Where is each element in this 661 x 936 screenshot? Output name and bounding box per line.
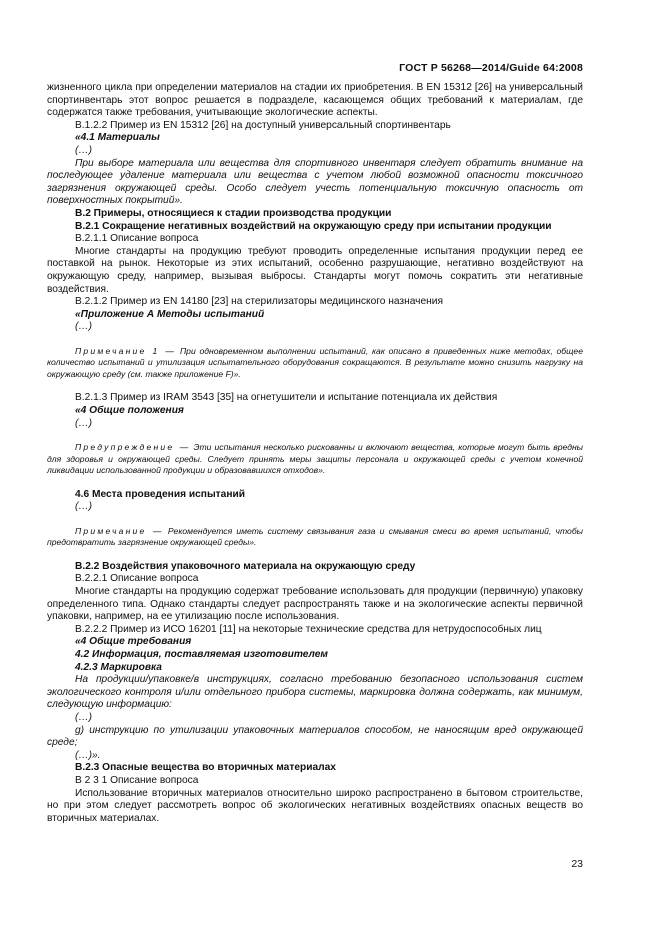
document-header: ГОСТ Р 56268—2014/Guide 64:2008	[399, 62, 583, 74]
ellipsis: (…)	[75, 711, 92, 723]
example-heading: B.2.1.3 Пример из IRAM 3543 [35] на огнетушители и испытание потенциала их действия	[75, 392, 498, 404]
page-number: 23	[571, 858, 583, 870]
example-heading: B.1.2.2 Пример из EN 15312 [26] на доступный универсальный спортинвентарь	[75, 119, 451, 131]
paragraph: Многие стандарты на продукцию содержат требование использовать для продукции (первичную) упаковку определенного типа. Однако стандарты следует распространять также и на экологические аспекты первичной упаковки, например, на ее утилизацию после использования.	[47, 586, 583, 623]
page	[47, 62, 583, 825]
quote-heading: 4.2 Информация, поставляемая изготовителем	[75, 649, 328, 660]
quote-heading: «4 Общие требования	[75, 636, 192, 648]
paragraph: Использование вторичных материалов относительно широко распространено в бытовом строительстве, но при этом следует рассмотреть вопрос об экологических негативных воздействиях опасных веществ во вторичных материалах.	[47, 787, 583, 824]
example-heading: B.2.1.2 Пример из EN 14180 [23] на стерилизаторы медицинского назначения	[75, 296, 443, 308]
section-heading: B.2 Примеры, относящиеся к стадии производства продукции	[75, 207, 392, 219]
clause-heading: 4.6 Места проведения испытаний	[75, 488, 245, 500]
paragraph: Многие стандарты на продукцию требуют проводить определенные испытания продукции перед ее поставкой на рынок. Некоторые из этих испытаний, особенно разрушающие, негативно воздействуют на окружающую среду, например, вызывая выбросы. Стандарты могут помочь сократить эти негативные воздействия.	[47, 245, 583, 295]
warning-text: Эти испытания несколько рискованны и включают вещества, которые могут быть вредны для здоровья и окружающей среды. Следует принять меры защиты персонала и окружающей среды с учетом конечной ликвидации использованной продукции и образовавшихся отходов».	[47, 442, 584, 476]
ellipsis: (…)	[75, 417, 92, 429]
quote-heading: «4.1 Материалы	[75, 132, 160, 144]
quote-heading: «Приложение А Методы испытаний	[75, 308, 265, 320]
ellipsis: (…)	[75, 501, 92, 513]
ellipsis: (…)	[75, 321, 92, 333]
example-heading: B.2.2.2 Пример из ИСО 16201 [11] на некоторые технические средства для нетрудоспособных лиц	[75, 623, 542, 635]
note	[47, 346, 583, 381]
note-text: Рекомендуется иметь систему связывания газа и смывания смеси во время испытаний, чтобы предотвратить загрязнение окружающей среды».	[47, 525, 583, 548]
clause-heading: B 2 3 1 Описание вопроса	[75, 774, 199, 786]
quote-heading: 4.2.3 Маркировка	[75, 661, 162, 673]
subsection-heading: B.2.3 Опасные вещества во вторичных материалах	[75, 762, 336, 774]
note-text: При одновременном выполнении испытаний, как описано в приведенных ниже методах, общее количество испытаний и утилизация испытательного оборудования сокращаются. В результате можно снизить нагрузку на окружающую среду (см. также приложение F)».	[47, 345, 583, 379]
quote-paragraph: При выборе материала или вещества для спортивного инвентаря следует обратить внимание на последующее удаление материала или вещества с учетом любой возможной опасности токсичного загрязнения окружающей среды. Особо следует учесть потенциальную токсичную опасность от поверхностных покрытий».	[47, 157, 583, 207]
quote-paragraph: На продукции/упаковке/в инструкциях, согласно требованию безопасного использования систем экологического контроля и/или отдельного прибора системы, маркировка должна содержать, как минимум, следующую информацию:	[47, 674, 583, 711]
paragraph: жизненного цикла при определении материалов на стадии их приобретения. В EN 15312 [26] на универсальный спортинвентарь этот вопрос решается в подразделе, касающемся общих требований к материалам, где содержатся также требования, учитывающие экологические аспекты.	[47, 82, 583, 119]
note-label: Примечание —	[75, 525, 164, 536]
clause-heading: B.2.1.1 Описание вопроса	[75, 233, 199, 245]
subsection-heading: B.2.2 Воздействия упаковочного материала на окружающую среду	[75, 560, 416, 572]
warning	[47, 442, 583, 477]
clause-heading: B.2.2.1 Описание вопроса	[75, 573, 199, 585]
note	[47, 526, 583, 549]
warning-label: Предупреждение —	[75, 442, 191, 453]
subsection-heading: B.2.1 Сокращение негативных воздействий на окружающую среду при испытании продукции	[75, 220, 552, 232]
quote-heading: «4 Общие положения	[75, 404, 184, 416]
ellipsis: (…)».	[75, 749, 101, 761]
note-label: Примечание 1 —	[75, 345, 177, 356]
ellipsis: (…)	[75, 144, 92, 156]
quote-paragraph: g) инструкцию по утилизации упаковочных материалов способом, не наносящим вред окружающей среде;	[47, 724, 583, 749]
